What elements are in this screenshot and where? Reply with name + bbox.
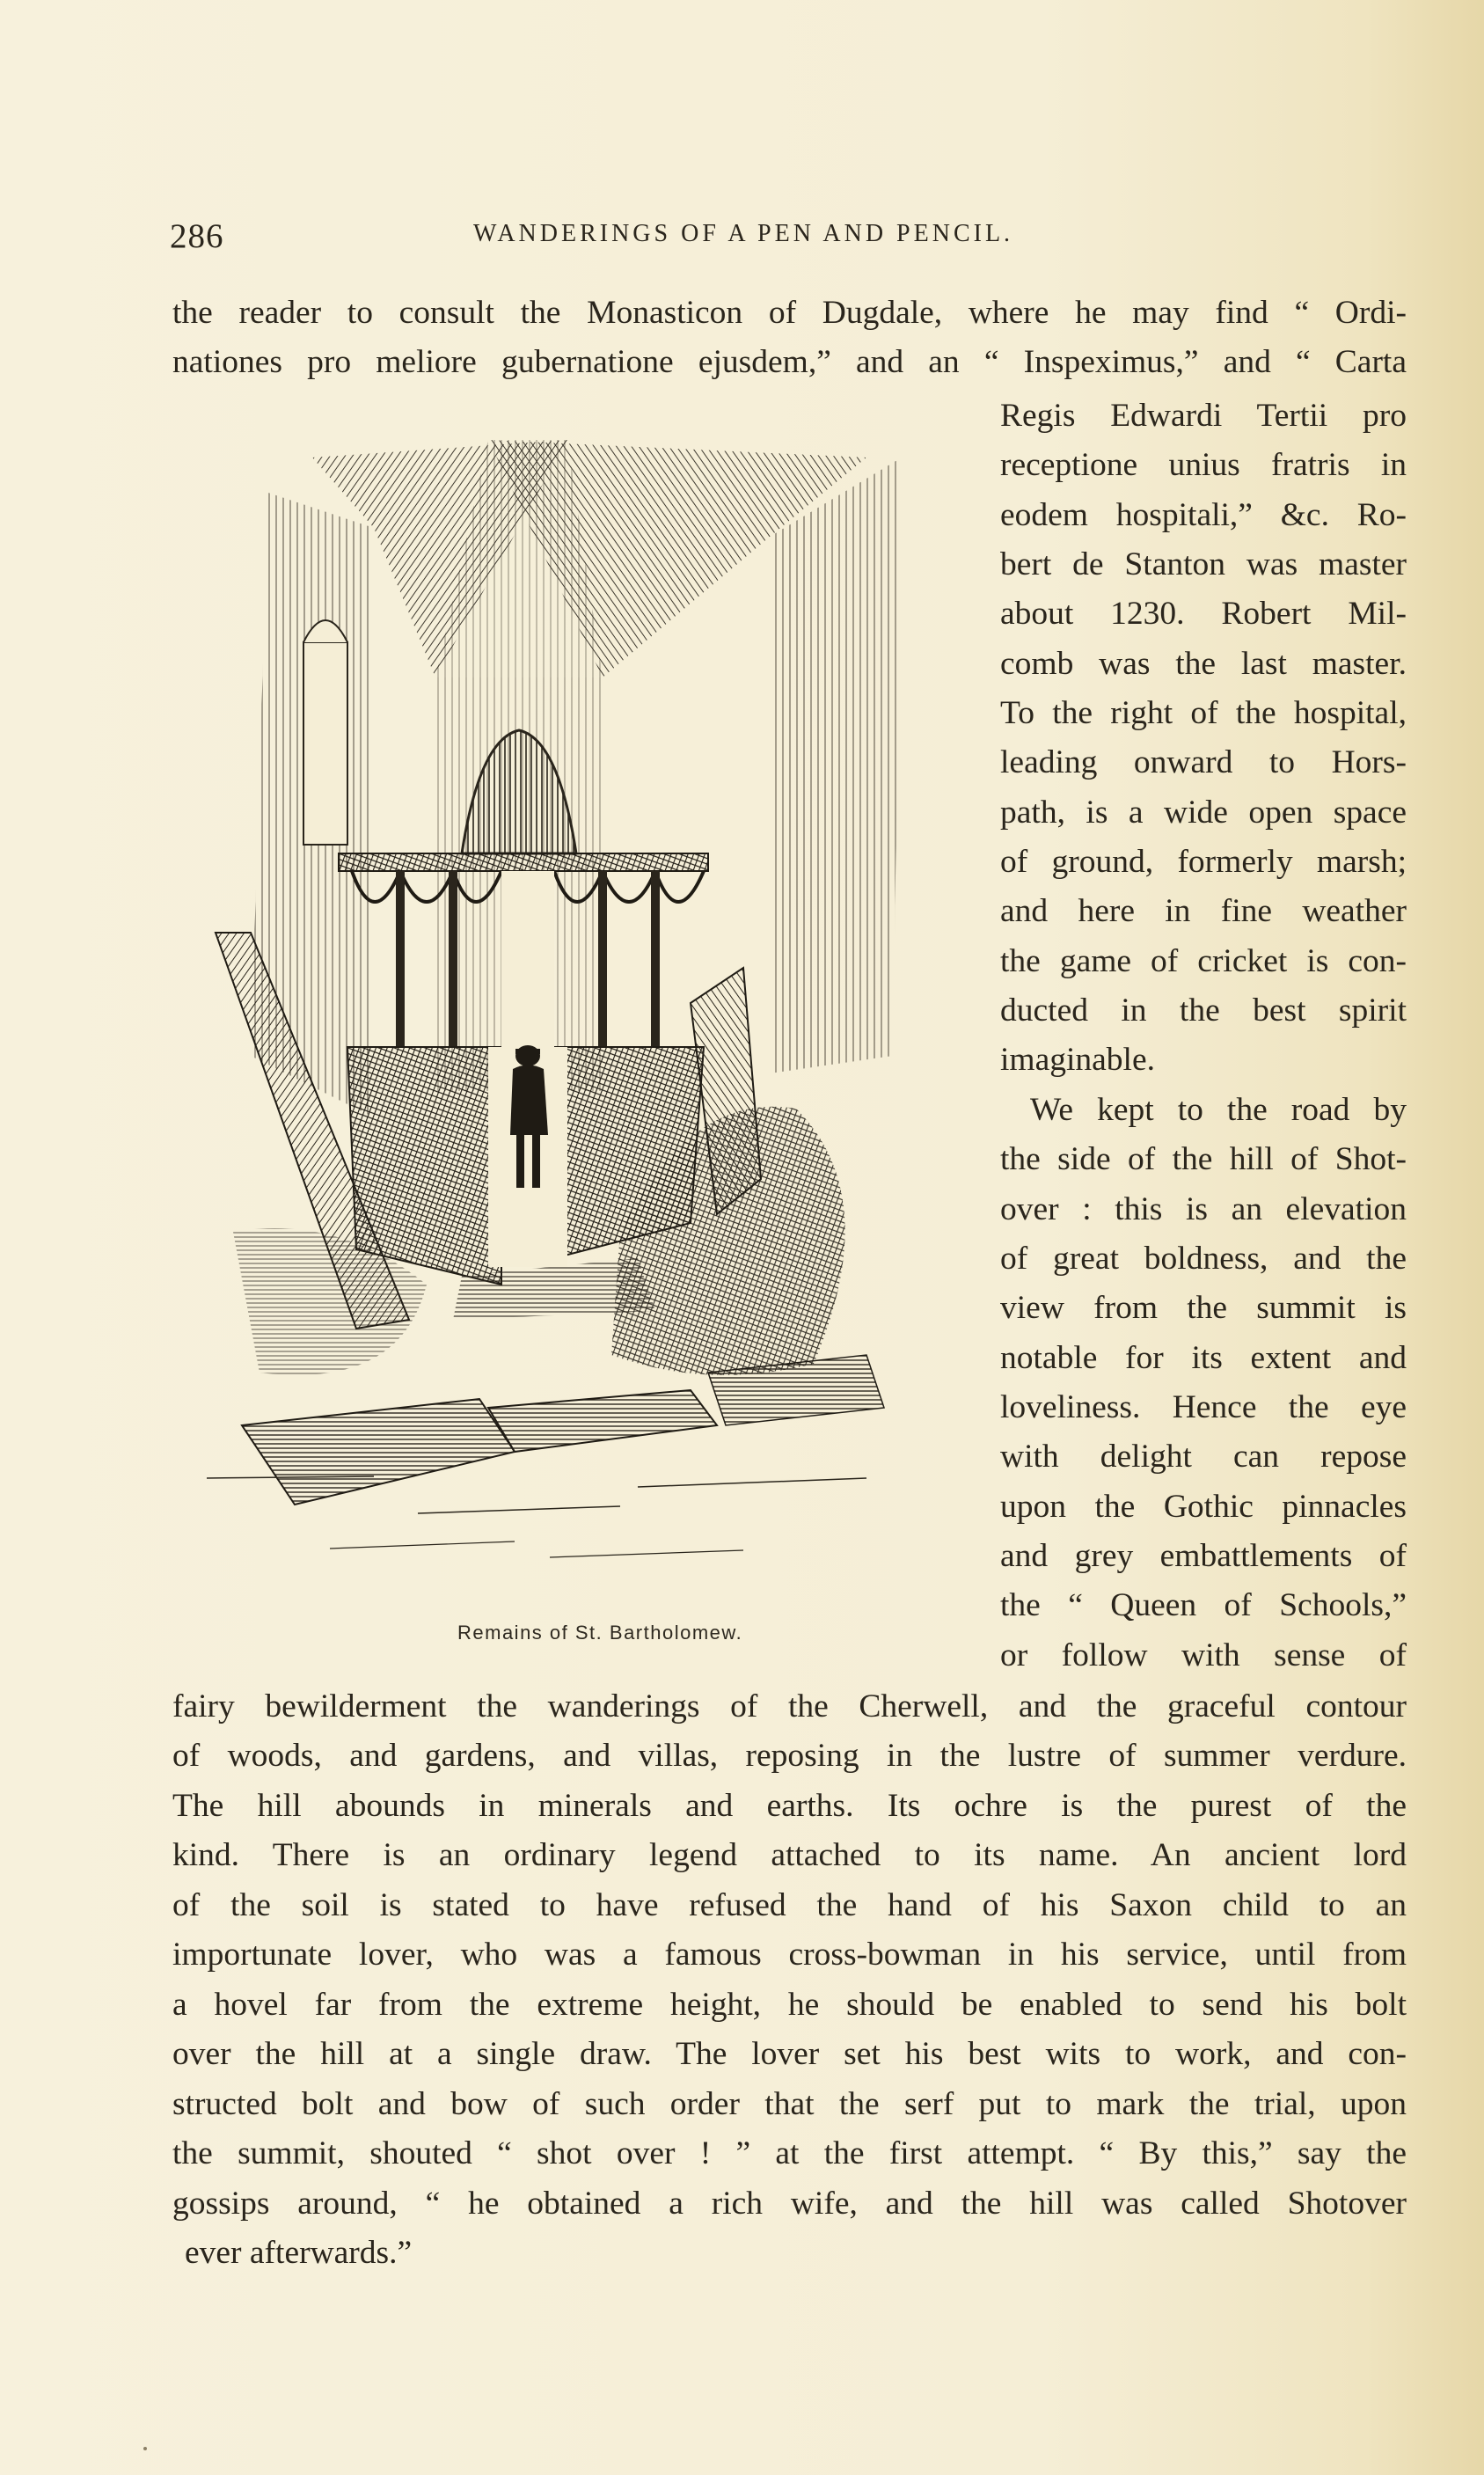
body-line: loveliness. Hence the eye [1000, 1389, 1407, 1425]
body-line: imaginable. [1000, 1042, 1155, 1078]
body-line: the game of cricket is con- [1000, 943, 1407, 979]
body-line: with delight can repose [1000, 1439, 1407, 1475]
body-line: and here in fine weather [1000, 893, 1407, 929]
body-line: ever afterwards.” [185, 2235, 413, 2271]
body-line: of great boldness, and the [1000, 1241, 1407, 1277]
body-line: of the soil is stated to have refused the hand of his Saxon child to an [172, 1887, 1407, 1923]
body-line: a hovel far from the extreme height, he should be enabled to send his bolt [172, 1987, 1407, 2023]
body-line: fairy bewilderment the wanderings of the Cherwell, and the graceful contour [172, 1688, 1407, 1724]
body-line: importunate lover, who was a famous cross-bowman in his service, until from [172, 1937, 1407, 1973]
body-line: structed bolt and bow of such order that the serf put to mark the trial, upon [172, 2086, 1407, 2122]
body-line: the side of the hill of Shot- [1000, 1141, 1407, 1177]
running-header [170, 216, 1408, 260]
page-number: 286 [170, 217, 224, 255]
body-line: over the hill at a single draw. The lover set his best wits to work, and con- [172, 2036, 1407, 2072]
body-line: over : this is an elevation [1000, 1191, 1407, 1227]
body-line: The hill abounds in minerals and earths. Its ochre is the purest of the [172, 1788, 1407, 1824]
body-line: upon the Gothic pinnacles [1000, 1489, 1407, 1525]
body-line: notable for its extent and [1000, 1340, 1407, 1376]
engraving-illustration [198, 440, 954, 1601]
body-line: or follow with sense of [1000, 1637, 1407, 1673]
body-line: eodem hospitali,” &c. Ro- [1000, 497, 1407, 533]
body-line: To the right of the hospital, [1000, 695, 1407, 731]
body-line: path, is a wide open space [1000, 794, 1407, 831]
body-line: Regis Edwardi Tertii pro [1000, 398, 1407, 434]
body-line: the reader to consult the Monasticon of Dugdale, where he may find “ Ordi- [172, 295, 1407, 331]
body-line: and grey embattlements of [1000, 1538, 1407, 1574]
body-line: about 1230. Robert Mil- [1000, 596, 1407, 632]
body-line: the summit, shouted “ shot over ! ” at the first attempt. “ By this,” say the [172, 2135, 1407, 2171]
body-line: bert de Stanton was master [1000, 546, 1407, 582]
body-line: receptione unius fratris in [1000, 447, 1407, 483]
body-line: We kept to the road by [1030, 1092, 1407, 1128]
body-line: leading onward to Hors- [1000, 744, 1407, 780]
paper-speck [143, 2447, 147, 2450]
body-line: comb was the last master. [1000, 646, 1407, 682]
illustration-caption: Remains of St. Bartholomew. [457, 1622, 743, 1644]
body-line: ducted in the best spirit [1000, 992, 1407, 1029]
body-line: kind. There is an ordinary legend attached to its name. An ancient lord [172, 1837, 1407, 1873]
body-line: of ground, formerly marsh; [1000, 844, 1407, 880]
body-line: view from the summit is [1000, 1290, 1407, 1326]
body-line: the “ Queen of Schools,” [1000, 1587, 1407, 1623]
running-title: WANDERINGS OF A PEN AND PENCIL. [473, 220, 1014, 247]
body-line: gossips around, “ he obtained a rich wife, and the hill was called Shotover [172, 2186, 1407, 2222]
body-line: of woods, and gardens, and villas, reposing in the lustre of summer verdure. [172, 1738, 1407, 1774]
body-line: nationes pro meliore gubernatione ejusdem,” and an “ Inspeximus,” and “ Carta [172, 344, 1407, 380]
